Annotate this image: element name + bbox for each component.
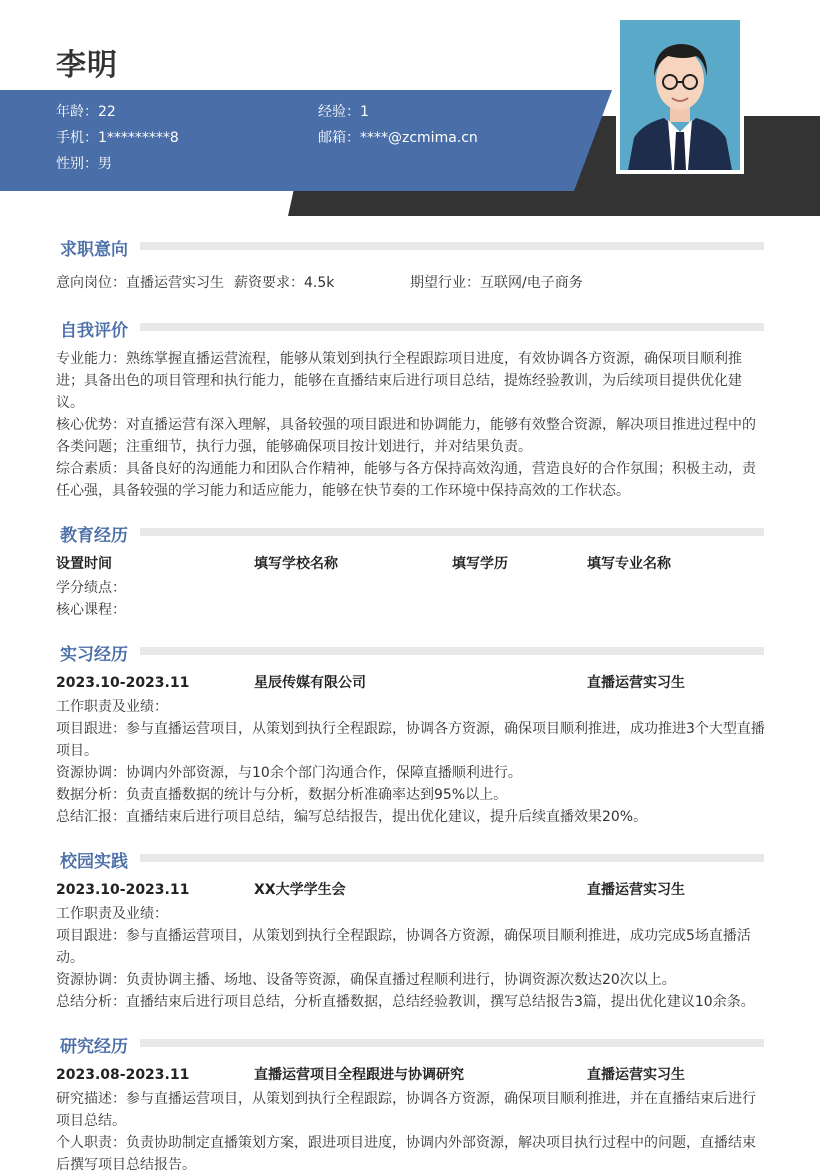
email-field: 邮箱：****@zcmima.cn (318, 130, 478, 146)
portrait-photo (620, 20, 740, 170)
section-bar-self (60, 323, 764, 331)
section-bar-research (60, 1039, 764, 1047)
internship-company: 星辰传媒有限公司 (254, 675, 366, 691)
campus-org: XX大学学生会 (254, 882, 346, 898)
candidate-name: 李明 (56, 48, 118, 83)
campus-duty-2: 资源协调：负责协调主播、场地、设备等资源，确保直播过程顺利进行，协调资源次数达20次以上。 (56, 972, 676, 988)
resume-header (0, 0, 820, 230)
section-title-campus: 校园实践 (60, 847, 140, 872)
section-title-self: 自我评价 (60, 316, 140, 341)
section-title-research: 研究经历 (60, 1032, 140, 1057)
self-eval-advantage: 核心优势：对直播运营有深入理解，具备较强的项目跟进和协调能力，能够有效整合资源，解决项目推进过程中的各类问题；注重细节，执行力强，能够确保项目按计划进行，并对结果负责。 (56, 417, 756, 455)
section-title-intent: 求职意向 (60, 235, 140, 260)
section-title-internship: 实习经历 (60, 640, 140, 665)
internship-duty-2: 资源协调：协调内外部资源，与10余个部门沟通合作，保障直播顺利进行。 (56, 765, 522, 781)
education-school: 填写学校名称 (254, 556, 338, 572)
internship-duty-1: 项目跟进：参与直播运营项目，从策划到执行全程跟踪，协调各方资源，确保项目顺利推进，成功推进3个大型直播项目。 (56, 721, 765, 759)
experience-field: 经验：1 (318, 104, 369, 120)
internship-role: 直播运营实习生 (587, 675, 685, 691)
self-eval-professional: 专业能力：熟练掌握直播运营流程，能够从策划到执行全程跟踪项目进度，有效协调各方资源，确保项目顺利推进；具备出色的项目管理和执行能力，能够在直播结束后进行项目总结，提炼经验教训，为后续项目提供优化建议。 (56, 351, 742, 411)
campus-duty-1: 项目跟进：参与直播运营项目，从策划到执行全程跟踪，协调各方资源，确保项目顺利推进，成功完成5场直播活动。 (56, 928, 751, 966)
education-time: 设置时间 (56, 556, 112, 572)
education-gpa: 学分绩点： (56, 580, 126, 596)
internship-duty-4: 总结汇报：直播结束后进行项目总结，编写总结报告，提出优化建议，提升后续直播效果20%。 (56, 809, 648, 825)
intent-position: 意向岗位：直播运营实习生 (56, 275, 224, 291)
section-bar-internship (60, 647, 764, 655)
internship-duty-3: 数据分析：负责直播数据的统计与分析，数据分析准确率达到95%以上。 (56, 787, 508, 803)
internship-date: 2023.10-2023.11 (56, 675, 190, 691)
self-eval-quality: 综合素质：具备良好的沟通能力和团队合作精神，能够与各方保持高效沟通，营造良好的合作氛围；积极主动，责任心强，具备较强的学习能力和适应能力，能够在快节奏的工作环境中保持高效的工作状态。 (56, 461, 756, 499)
research-responsibility: 个人职责：负责协助制定直播策划方案，跟进项目进度，协调内外部资源，解决项目执行过程中的问题，直播结束后撰写项目总结报告。 (56, 1135, 756, 1173)
phone-field: 手机：1*********8 (56, 130, 179, 146)
research-date: 2023.08-2023.11 (56, 1067, 190, 1083)
education-degree: 填写学历 (452, 556, 508, 572)
section-bar-campus (60, 854, 764, 862)
campus-duty-label: 工作职责及业绩： (56, 906, 168, 922)
intent-industry: 期望行业：互联网/电子商务 (410, 275, 583, 291)
intent-salary: 薪资要求：4.5k (234, 275, 335, 291)
age-field: 年龄：22 (56, 104, 116, 120)
education-major: 填写专业名称 (587, 556, 671, 572)
campus-duty-3: 总结分析：直播结束后进行项目总结，分析直播数据，总结经验教训，撰写总结报告3篇，提出优化建议10余条。 (56, 994, 755, 1010)
gender-field: 性别：男 (56, 156, 112, 172)
education-courses: 核心课程： (56, 602, 126, 618)
internship-duty-label: 工作职责及业绩： (56, 699, 168, 715)
section-bar-intent (60, 242, 764, 250)
campus-role: 直播运营实习生 (587, 882, 685, 898)
section-bar-education (60, 528, 764, 536)
campus-date: 2023.10-2023.11 (56, 882, 190, 898)
research-role: 直播运营实习生 (587, 1067, 685, 1083)
research-description: 研究描述：参与直播运营项目，从策划到执行全程跟踪，协调各方资源，确保项目顺利推进，并在直播结束后进行项目总结。 (56, 1091, 756, 1129)
section-title-education: 教育经历 (60, 521, 140, 546)
photo-frame (616, 16, 744, 174)
research-topic: 直播运营项目全程跟进与协调研究 (254, 1067, 464, 1083)
